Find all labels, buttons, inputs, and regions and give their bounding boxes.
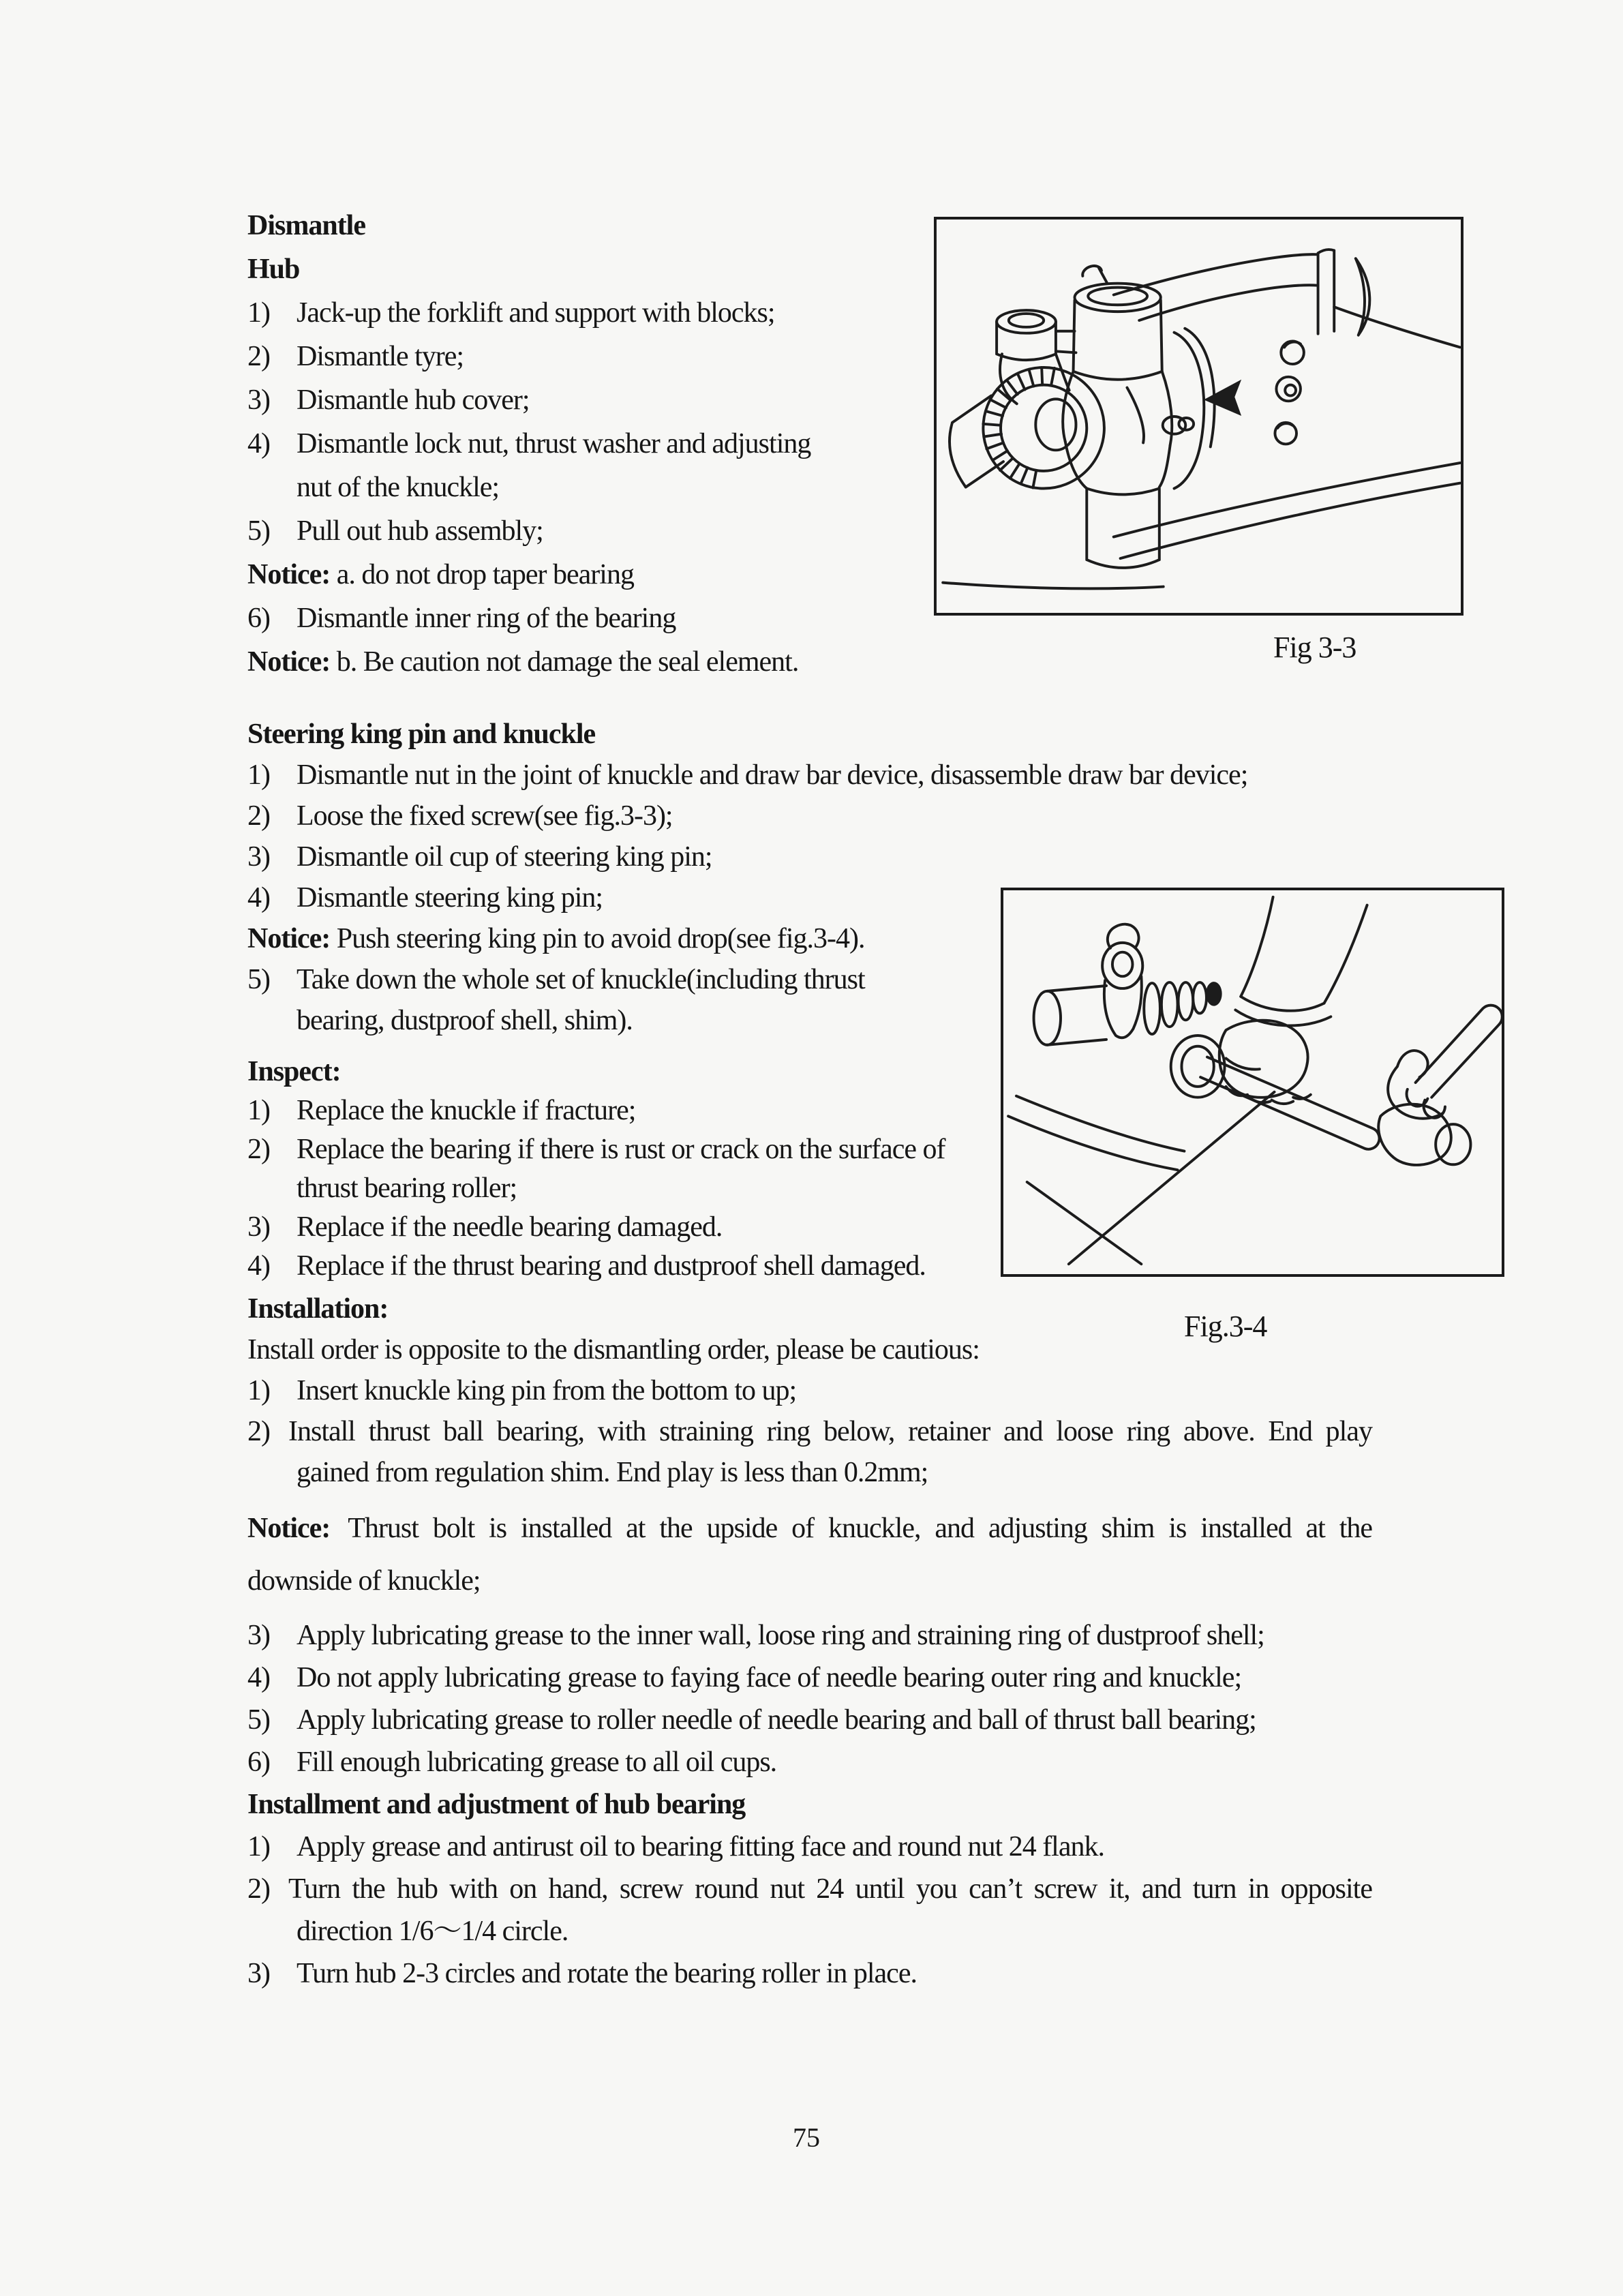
- item-text: Take down the whole set of knuckle(including thrust: [297, 964, 865, 995]
- list-item-continuation: [297, 469, 499, 506]
- notice-text: Thrust bolt is installed at the upside of knuckle, and adjusting shim is installed at the: [348, 1513, 1372, 1544]
- list-item: [247, 294, 775, 331]
- item-number: 3): [247, 1620, 270, 1651]
- notice-label: Notice:: [247, 1513, 331, 1544]
- list-item: [247, 798, 673, 834]
- fig-3-4-illustration: [1003, 890, 1502, 1274]
- list-item: [247, 1828, 1104, 1865]
- notice-continuation: [247, 1562, 481, 1599]
- item-text: Replace the knuckle if fracture;: [297, 1095, 636, 1126]
- item-text: Dismantle oil cup of steering king pin;: [297, 841, 712, 873]
- notice-line: [247, 556, 634, 593]
- page-number: 75: [793, 2122, 820, 2153]
- item-text: Replace if the needle bearing damaged.: [297, 1211, 723, 1243]
- list-item: [247, 1955, 917, 1992]
- list-item: [247, 1413, 1372, 1450]
- item-text: Dismantle nut in the joint of knuckle and draw bar device, disassemble draw bar device;: [297, 759, 1248, 791]
- list-item: [247, 1092, 635, 1129]
- list-item: [247, 1617, 1264, 1654]
- list-item: [247, 879, 603, 916]
- list-item: [247, 1131, 945, 1168]
- item-text: Apply lubricating grease to the inner wall, loose ring and straining ring of dustproof shell;: [297, 1620, 1264, 1651]
- boot-tip: [1206, 982, 1222, 1006]
- item-text: Dismantle steering king pin;: [297, 882, 603, 913]
- item-number: 4): [247, 882, 270, 913]
- item-number: 1): [247, 1375, 270, 1406]
- item-number: 4): [247, 1662, 270, 1693]
- item-number: 4): [247, 1250, 270, 1282]
- list-item: [247, 382, 530, 419]
- item-number: 2): [247, 1416, 270, 1447]
- item-number: 1): [247, 1095, 270, 1126]
- item-number: 2): [247, 800, 270, 832]
- dismantle-title: Dismantle: [247, 210, 365, 241]
- list-item: [247, 1659, 1241, 1696]
- item-number: 3): [247, 384, 270, 416]
- figure-3-3: [934, 217, 1463, 616]
- notice-label: Notice:: [247, 646, 331, 678]
- list-item: [247, 1209, 722, 1245]
- hub-subtitle: Hub: [247, 254, 300, 285]
- arrow-marker: [1204, 380, 1241, 416]
- item-text: Turn hub 2-3 circles and rotate the bearing roller in place.: [297, 1958, 917, 1989]
- item-text: Replace if the thrust bearing and dustproof shell damaged.: [297, 1250, 926, 1282]
- item-number: 1): [247, 297, 270, 329]
- inspect-title: Inspect:: [247, 1056, 341, 1087]
- notice-text: b. Be caution not damage the seal element.: [336, 646, 799, 678]
- notice-text: Push steering king pin to avoid drop(see fig.3-4).: [336, 923, 865, 954]
- list-item-continuation: [297, 1913, 568, 1950]
- item-text: Dismantle hub cover;: [297, 384, 530, 416]
- fig-3-3-caption: Fig 3-3: [1273, 631, 1356, 664]
- item-text: Turn the hub with on hand, screw round nut 24 until you can’t screw it, and turn in opposite: [288, 1873, 1372, 1905]
- item-number: 3): [247, 841, 270, 873]
- fig-3-3-illustration: [937, 220, 1461, 613]
- item-number: 2): [247, 341, 270, 372]
- item-number: 2): [247, 1873, 270, 1905]
- item-text: Fill enough lubricating grease to all oil cups.: [297, 1747, 777, 1778]
- notice-line: [247, 644, 798, 680]
- item-number: 6): [247, 603, 270, 634]
- item-text: thrust bearing roller;: [297, 1173, 517, 1204]
- item-number: 3): [247, 1211, 270, 1243]
- list-item: [247, 1248, 926, 1284]
- list-item-continuation: [297, 1454, 928, 1491]
- list-item: [247, 338, 464, 375]
- item-text: Apply lubricating grease to roller needle of needle bearing and ball of thrust ball bearing;: [297, 1704, 1256, 1736]
- item-number: 2): [247, 1134, 270, 1165]
- item-text: bearing, dustproof shell, shim).: [297, 1005, 633, 1036]
- installation-intro: [247, 1331, 980, 1368]
- notice-line: [247, 1510, 1372, 1547]
- hub-bearing-title: Installment and adjustment of hub bearing: [247, 1789, 746, 1820]
- notice-line: [247, 920, 864, 957]
- list-item-continuation: [297, 1170, 517, 1207]
- list-item: [247, 425, 810, 462]
- item-text: gained from regulation shim. End play is less than 0.2mm;: [297, 1457, 928, 1488]
- item-text: Insert knuckle king pin from the bottom to up;: [297, 1375, 797, 1406]
- list-item: [247, 1702, 1256, 1738]
- notice-text: downside of knuckle;: [247, 1565, 481, 1597]
- notice-label: Notice:: [247, 559, 331, 590]
- item-number: 5): [247, 964, 270, 995]
- list-item: [247, 1871, 1372, 1907]
- installation-title: Installation:: [247, 1293, 389, 1325]
- item-text: Dismantle inner ring of the bearing: [297, 603, 676, 634]
- list-item: [247, 513, 543, 549]
- figure-3-4: [1001, 888, 1504, 1277]
- item-number: 6): [247, 1747, 270, 1778]
- item-number: 1): [247, 759, 270, 791]
- list-item: [247, 961, 865, 998]
- item-text: Jack-up the forklift and support with blocks;: [297, 297, 775, 329]
- item-number: 5): [247, 1704, 270, 1736]
- fig-3-4-caption: Fig.3-4: [1184, 1310, 1267, 1343]
- item-number: 5): [247, 515, 270, 547]
- item-number: 3): [247, 1958, 270, 1989]
- intro-text: Install order is opposite to the dismantling order, please be cautious:: [247, 1334, 980, 1365]
- steering-title: Steering king pin and knuckle: [247, 719, 596, 750]
- item-text: nut of the knuckle;: [297, 472, 500, 503]
- list-item: [247, 1744, 776, 1781]
- item-text: Dismantle lock nut, thrust washer and adjusting: [297, 428, 811, 459]
- list-item: [247, 757, 1247, 794]
- list-item-continuation: [297, 1002, 633, 1039]
- list-item: [247, 839, 712, 875]
- list-item: [247, 1372, 796, 1409]
- item-number: 1): [247, 1831, 270, 1862]
- item-text: Do not apply lubricating grease to faying face of needle bearing outer ring and knuckle;: [297, 1662, 1242, 1693]
- item-text: Loose the fixed screw(see fig.3-3);: [297, 800, 673, 832]
- item-text: Install thrust ball bearing, with straining ring below, retainer and loose ring above. End play: [288, 1416, 1372, 1447]
- notice-label: Notice:: [247, 923, 331, 954]
- item-text: direction 1/6～1/4 circle.: [297, 1916, 568, 1947]
- item-text: Pull out hub assembly;: [297, 515, 543, 547]
- list-item: [247, 600, 676, 637]
- notice-text: a. do not drop taper bearing: [336, 559, 634, 590]
- item-text: Apply grease and antirust oil to bearing fitting face and round nut 24 flank.: [297, 1831, 1104, 1862]
- item-number: 4): [247, 428, 270, 459]
- item-text: Dismantle tyre;: [297, 341, 464, 372]
- item-text: Replace the bearing if there is rust or crack on the surface of: [297, 1134, 945, 1165]
